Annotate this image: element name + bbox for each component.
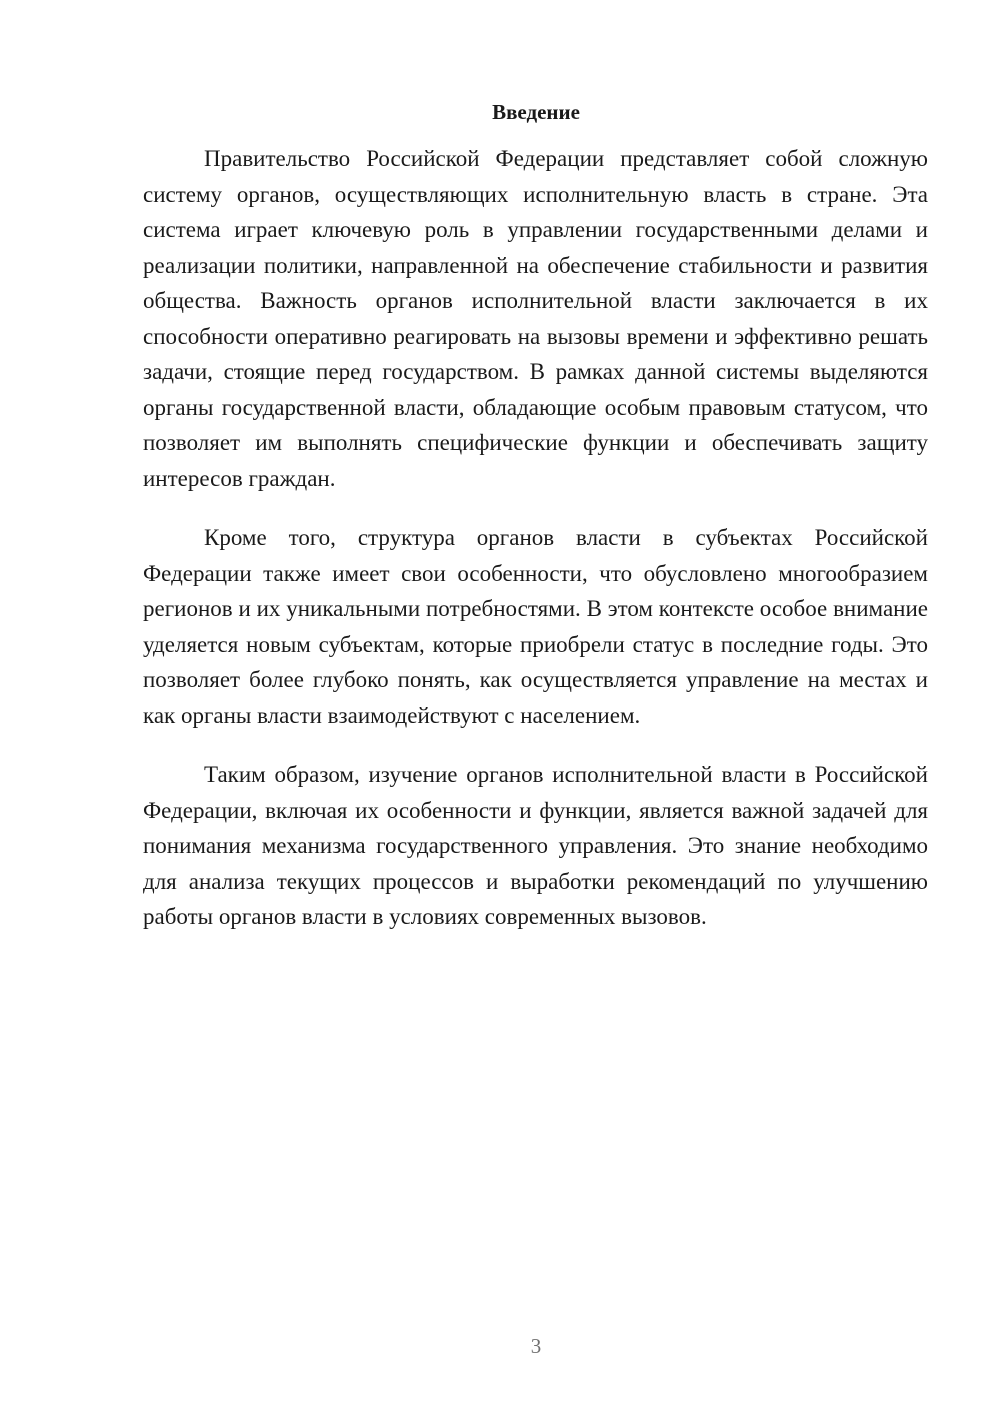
paragraph-3: Таким образом, изучение органов исполнительной власти в Российской Федерации, включая их особенности и функции, является важной задачей для понимания механизма государственного управления. Это знание необходимо для анализа текущих процессов и выработки рекомендаций по улучшению работы органов власти в условиях современных вызовов. xyxy=(143,762,928,929)
section-heading: Введение xyxy=(492,100,580,124)
page-number: 3 xyxy=(530,1334,542,1358)
body-text xyxy=(143,141,928,959)
paragraph-1: Правительство Российской Федерации представляет собой сложную систему органов, осуществляющих исполнительную власть в стране. Эта система играет ключевую роль в управлении государственными делами и реализации политики, направленной на обеспечение стабильности и развития общества. Важность органов исполнительной власти заключается в их способности оперативно реагировать на вызовы времени и эффективно решать задачи, стоящие перед государством. В рамках данной системы выделяются органы государственной власти, обладающие особым правовым статусом, что позволяет им выполнять специфические функции и обеспечивать защиту интересов граждан. xyxy=(143,146,928,491)
paragraph-2: Кроме того, структура органов власти в субъектах Российской Федерации также имеет свои особенности, что обусловлено многообразием регионов и их уникальными потребностями. В этом контексте особое внимание уделяется новым субъектам, которые приобрели статус в последние годы. Это позволяет более глубоко понять, как осуществляется управление на местах и как органы власти взаимодействуют с населением. xyxy=(143,525,928,728)
